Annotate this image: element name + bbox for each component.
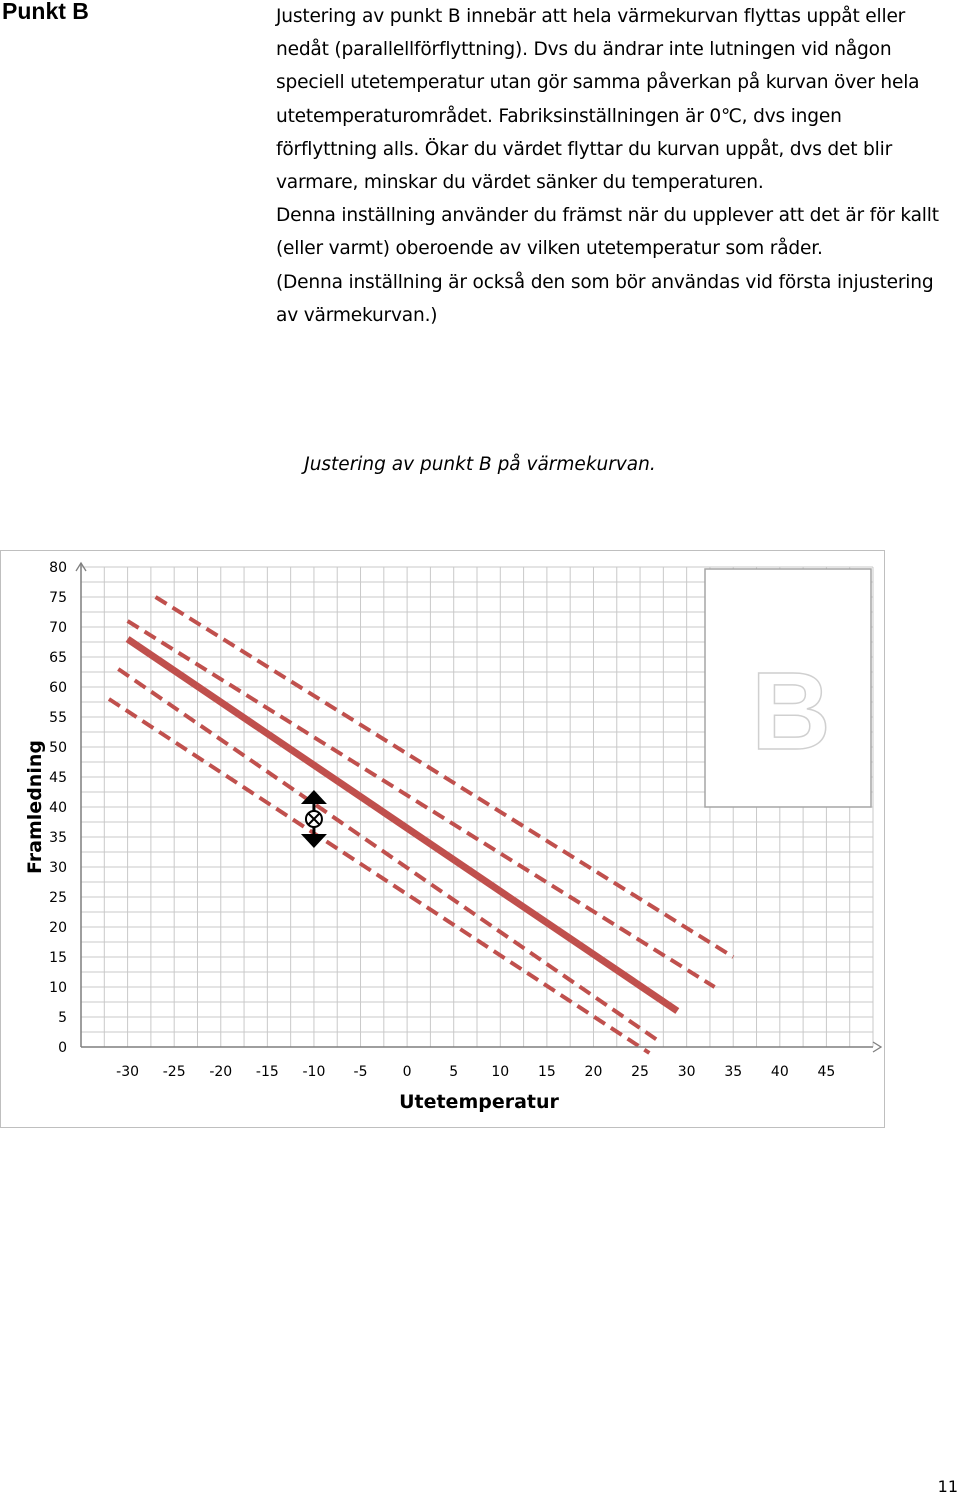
y-tick-label: 55 [49,710,67,726]
x-tick-label: -15 [255,1064,279,1080]
paragraph-line: Denna inställning använder du främst när du upplever att det är för kallt [276,205,939,227]
x-tick-label: 25 [631,1064,649,1080]
x-tick-label: -10 [302,1064,326,1080]
x-tick-label: 5 [449,1064,459,1080]
y-tick-label: 65 [49,650,67,666]
x-tick-label: 35 [724,1064,743,1080]
y-tick-label: 15 [49,950,67,966]
paragraph-line: förflyttning alls. Ökar du värdet flyttar du kurvan uppåt, dvs det blir [276,138,893,160]
paragraph-line: speciell utetemperatur utan gör samma påverkan på kurvan över hela [276,72,920,94]
y-tick-label: 50 [49,740,67,756]
arrow-down-icon [301,834,327,848]
paragraph-line: av värmekurvan.) [276,304,438,326]
figure-caption-text: Justering av punkt B på värmekurvan. [304,454,656,475]
x-tick-label: -25 [162,1064,186,1080]
body-paragraph [276,0,960,332]
figure-caption [0,454,960,475]
section-heading: Punkt B [2,0,89,24]
paragraph-line: varmare, minskar du värdet sänker du temperaturen. [276,172,764,194]
offset-curve-line [118,669,658,1041]
x-tick-label: 10 [491,1064,510,1080]
paragraph-line: (Denna inställning är också den som bör användas vid första injustering [276,271,934,293]
x-tick-label: 30 [677,1064,696,1080]
y-tick-label: 25 [49,890,67,906]
y-tick-label: 35 [49,830,67,846]
paragraph-line: utetemperaturområdet. Fabriksinställningen är 0℃, dvs ingen [276,105,842,127]
y-tick-label: 80 [49,560,67,576]
page-number: 11 [937,1477,958,1496]
y-tick-label: 70 [49,620,67,636]
x-axis-title: Utetemperatur [399,1091,559,1113]
x-tick-label: 20 [584,1064,603,1080]
y-tick-label: 75 [49,590,67,606]
x-tick-label: -20 [209,1064,233,1080]
y-tick-label: 60 [49,680,67,696]
offset-curve-line [128,621,715,987]
inset-panel [705,569,871,807]
paragraph-line: (eller varmt) oberoende av vilken utetemperatur som råder. [276,238,823,260]
x-axis-arrow-icon [873,1042,881,1052]
chart-frame [0,550,885,1128]
x-tick-label: 15 [537,1064,556,1080]
x-tick-label: -5 [353,1064,368,1080]
inset-label: B [751,650,831,773]
y-axis-title: Framledning [24,740,46,874]
y-tick-label: 20 [49,920,67,936]
x-tick-label: -30 [116,1064,140,1080]
y-tick-label: 30 [49,860,67,876]
y-tick-label: 5 [58,1010,67,1026]
y-tick-label: 40 [49,800,67,816]
offset-curve-line [109,699,649,1053]
paragraph-line: nedåt (parallellförflyttning). Dvs du ändrar inte lutningen vid någon [276,39,892,61]
y-tick-label: 45 [49,770,67,786]
x-tick-label: 0 [402,1064,412,1080]
y-tick-label: 10 [49,980,67,996]
x-tick-label: 40 [770,1064,789,1080]
y-tick-label: 0 [58,1040,67,1056]
paragraph-line: Justering av punkt B innebär att hela värmekurvan flyttas uppåt eller [276,6,906,27]
heating-curve-chart [1,551,886,1129]
x-tick-label: 45 [817,1064,836,1080]
heating-curve-line [128,639,678,1011]
